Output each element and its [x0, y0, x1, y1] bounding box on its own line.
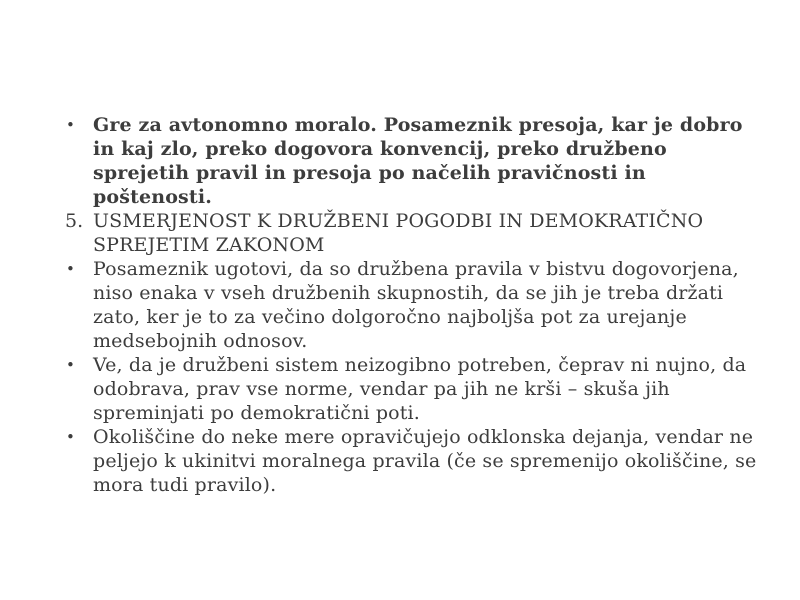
slide-content [60, 113, 760, 497]
bullet-text: Gre za avtonomno moralo. Posameznik presoja, kar je dobro in kaj zlo, preko dogovora konvencij, preko družbeno sprejetih pravil in presoja po načelih pravičnosti in poštenosti. [93, 114, 743, 208]
bullet-item-social-system [60, 353, 760, 425]
bullet-marker: • [66, 116, 75, 134]
bullet-text: Okoliščine do neke mere opravičujejo odklonska dejanja, vendar ne peljejo k ukinitvi moralnega pravila (če se spremenijo okoliščine, se mora tudi pravilo). [93, 426, 757, 496]
bullet-item-circumstances [60, 425, 760, 497]
bullet-marker: • [66, 428, 75, 446]
bullet-text: Posameznik ugotovi, da so družbena pravila v bistvu dogovorjena, niso enaka v vseh družbenih skupnostih, da se jih je treba držati zato, ker je to za večino dolgoročno najboljša pot za urejanje medsebojnih odnosov. [93, 258, 739, 352]
bullet-marker: • [66, 356, 75, 374]
list-number: 5. [65, 210, 84, 232]
bullet-text: Ve, da je družbeni sistem neizogibno potreben, čeprav ni nujno, da odobrava, prav vse norme, vendar pa jih ne krši – skuša jih spreminjati po demokratični poti. [93, 354, 747, 424]
bullet-item-autonomous-morality [60, 113, 760, 209]
numbered-heading-stage-5 [60, 209, 760, 257]
heading-text: USMERJENOST K DRUŽBENI POGODBI IN DEMOKRATIČNO SPREJETIM ZAKONOM [93, 210, 704, 256]
bullet-item-social-rules [60, 257, 760, 353]
bullet-marker: • [66, 260, 75, 278]
